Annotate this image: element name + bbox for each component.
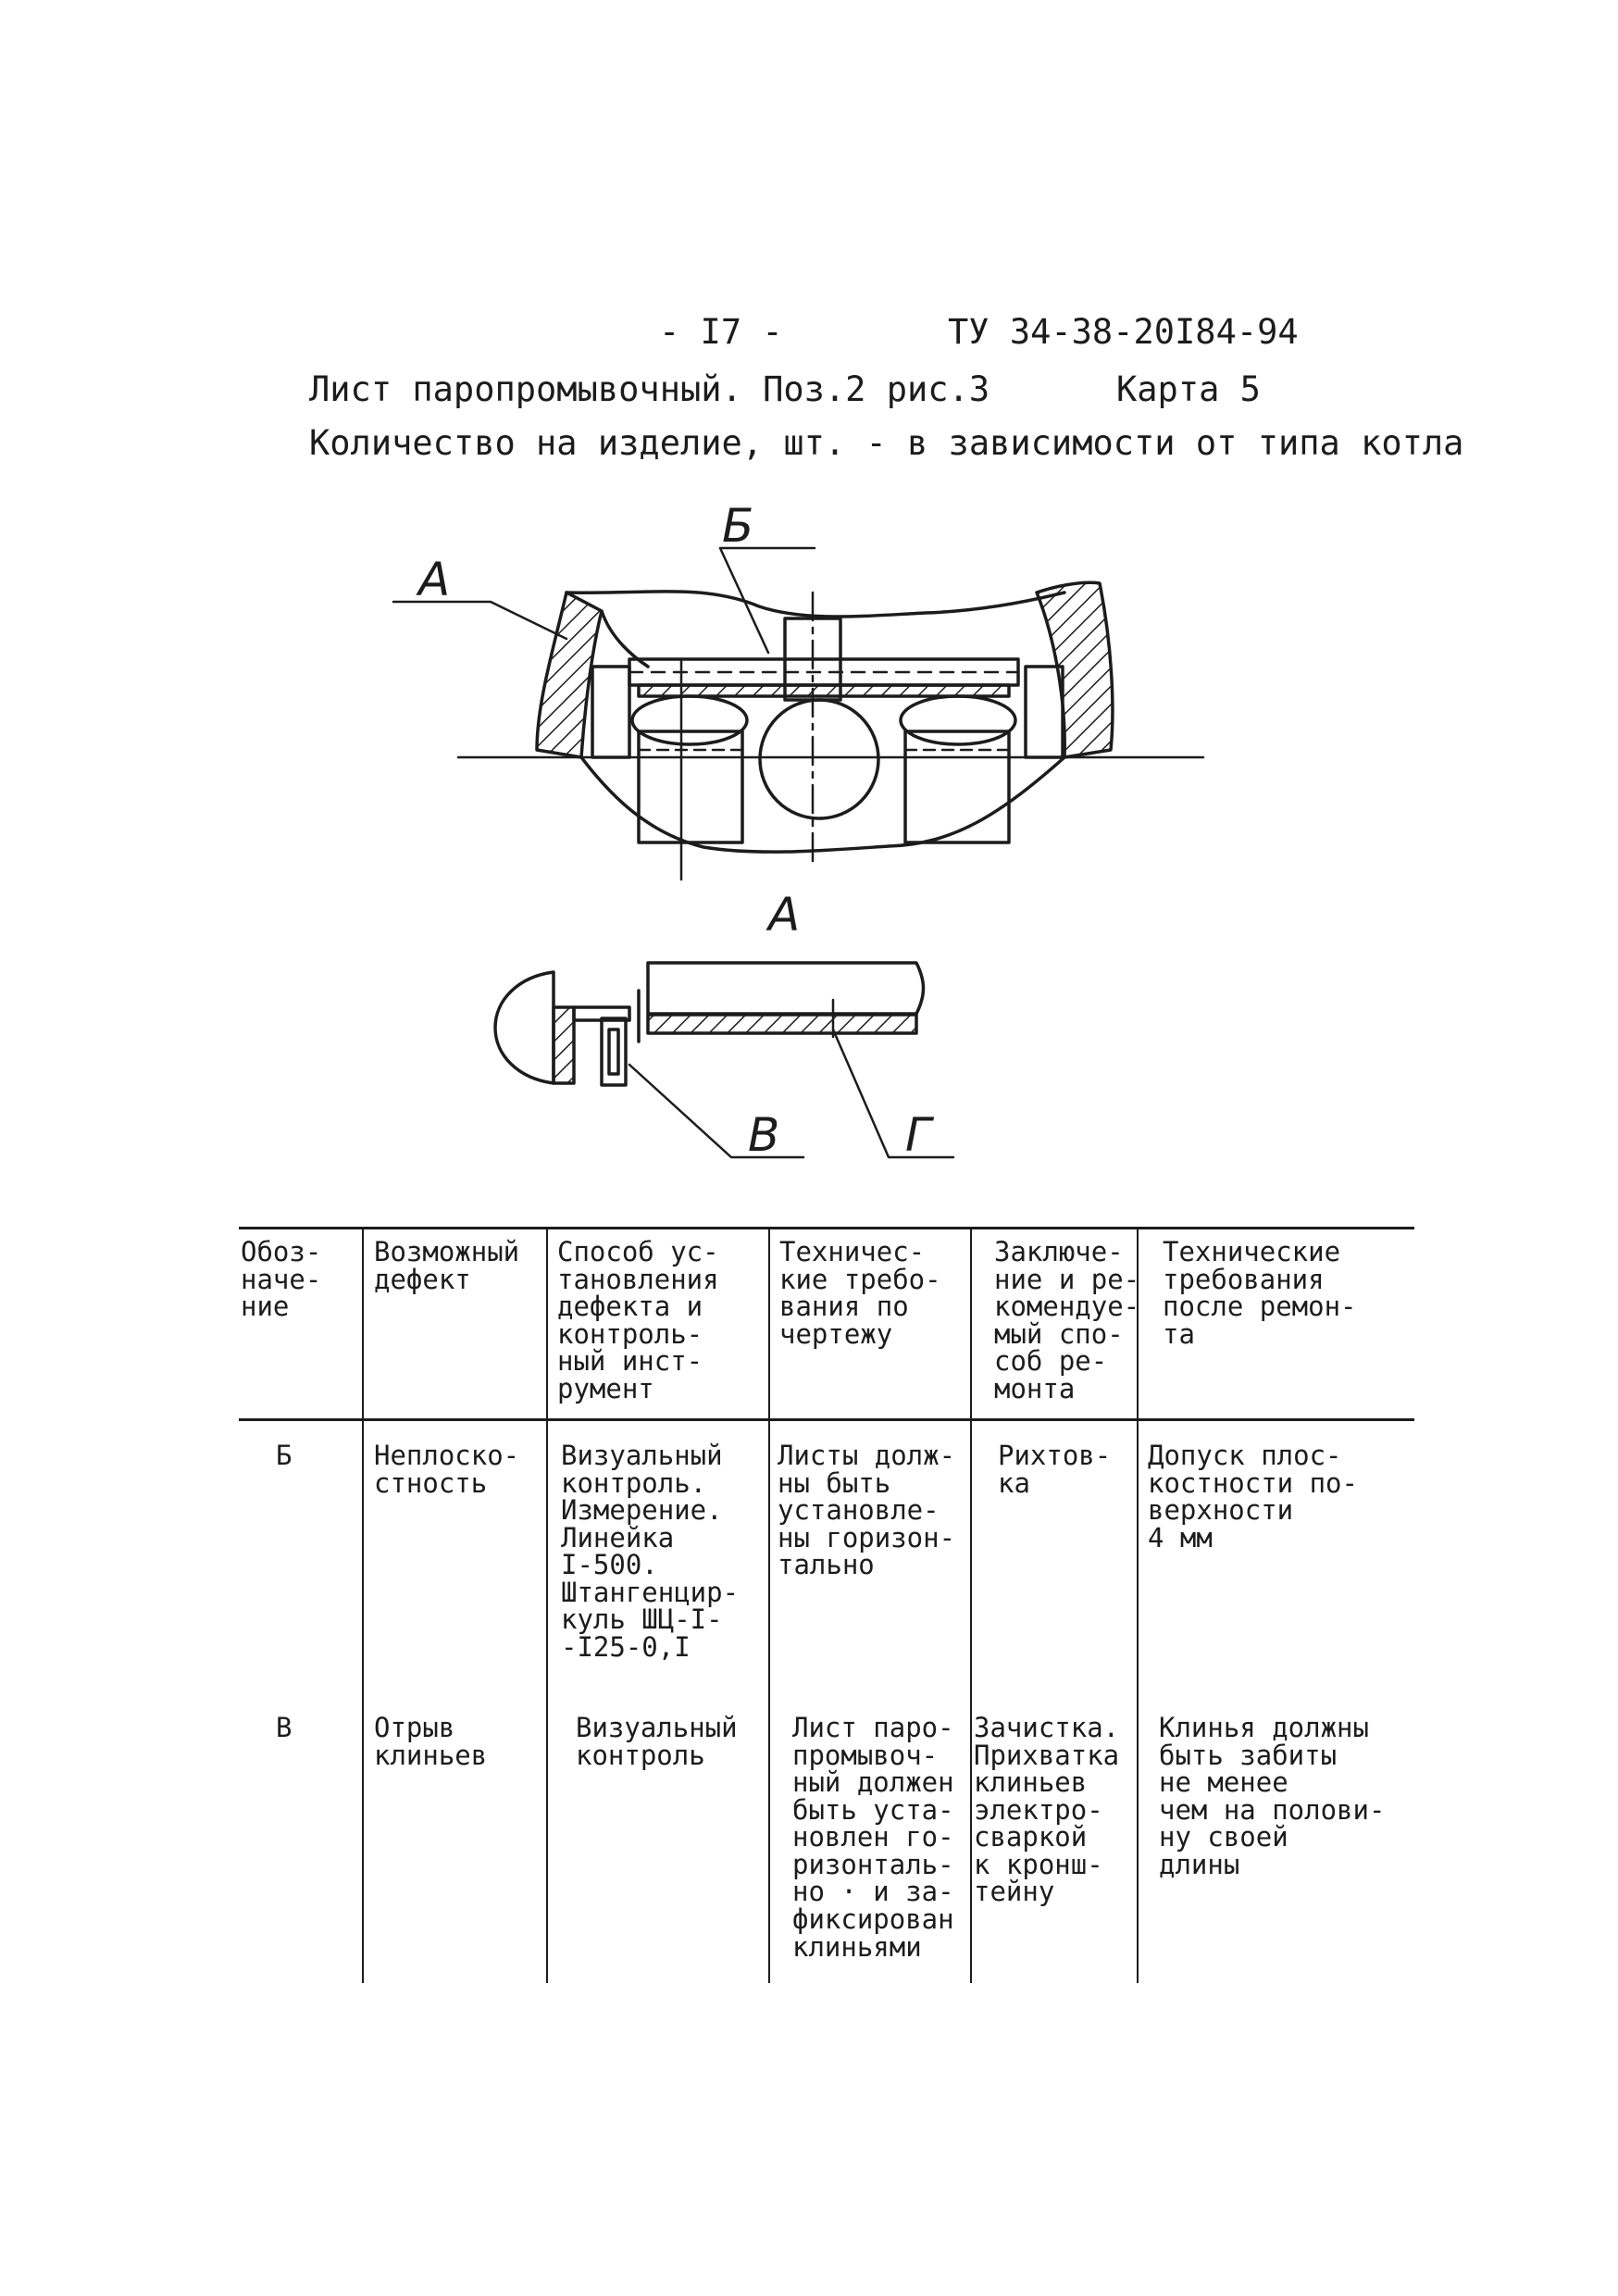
detail-view-a: [495, 963, 953, 1157]
row-defect: Отрыв клиньев: [374, 1712, 488, 1771]
label-g: Г: [905, 1108, 931, 1162]
document-code: ТУ 34-38-20I84-94: [948, 312, 1299, 352]
row-designation: В: [276, 1712, 292, 1743]
col-header-repair: Заключе- ние и ре- комендуе- мый спо- соб ре- монта: [994, 1236, 1140, 1404]
row-after-repair: Клинья должны быть забиты не менее чем на полови- ну своей длины: [1159, 1712, 1386, 1880]
row-after-repair: Допуск плос- костности по- верхности 4 мм: [1148, 1440, 1358, 1554]
row-method: Визуальный контроль. Измерение. Линейка I-500. Штангенцир- куль ШЦ-I- -I25-0,I: [561, 1440, 740, 1664]
col-header-defect: Возможный дефект: [374, 1236, 520, 1295]
wedge-head: [495, 972, 554, 1083]
leader-a: [393, 602, 566, 639]
label-v: В: [748, 1108, 780, 1162]
row-method: Визуальный контроль: [576, 1712, 738, 1771]
label-a: А: [418, 553, 451, 606]
col-header-method: Способ ус- тановления дефекта и контроль- ный инст- румент: [557, 1236, 719, 1404]
col-header-drawing-req: Техничес- кие требо- вания по чертежу: [779, 1236, 941, 1350]
part-title: Лист паропромывочный. Поз.2 рис.3: [309, 369, 990, 409]
row-repair: Рихтов- ка: [998, 1440, 1112, 1499]
row-drawing-req: Листы долж- ны быть установле- ны горизон- тально: [778, 1440, 956, 1581]
quantity-note: Количество на изделие, шт. - в зависимости от типа котла: [309, 423, 1464, 463]
column-divider: [970, 1229, 972, 1983]
column-divider: [546, 1229, 548, 1983]
row-designation: Б: [276, 1440, 292, 1471]
shell-right: [1037, 582, 1113, 757]
boiler-section-view: [393, 548, 1203, 880]
leader-g: [833, 1029, 953, 1157]
row-repair: Зачистка. Прихватка клиньев электро- сваркой к кронш- тейну: [974, 1712, 1120, 1908]
card-number: Карта 5: [1116, 369, 1261, 409]
label-b: Б: [722, 499, 754, 553]
view-label-a: А: [768, 888, 801, 942]
col-header-after-repair: Технические требования после ремон- та: [1163, 1236, 1357, 1350]
column-divider: [362, 1229, 364, 1983]
table-top-rule: [239, 1227, 1414, 1229]
leader-b: [720, 548, 815, 653]
row-drawing-req: Лист паро- промывоч- ный должен быть уста- новлен го- ризонталь- но · и за- фиксирован клиньями: [792, 1712, 954, 1963]
page-number: - I7 -: [659, 312, 783, 352]
col-header-designation: Обоз- наче- ние: [241, 1236, 322, 1323]
column-divider: [768, 1229, 770, 1983]
header-rule: [239, 1418, 1414, 1421]
row-defect: Неплоско- стность: [374, 1440, 520, 1499]
